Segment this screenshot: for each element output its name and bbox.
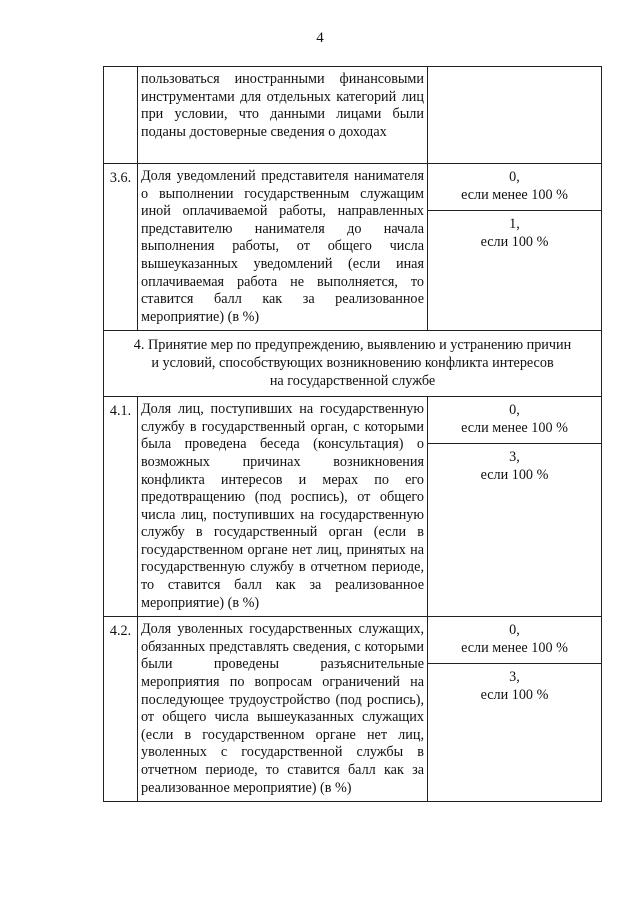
score-value: 0, (509, 402, 520, 419)
score-cell (428, 67, 602, 164)
table-row (104, 397, 602, 617)
score-condition: если менее 100 % (461, 419, 568, 436)
score-option (428, 164, 601, 210)
score-cell (428, 397, 602, 617)
item-description: Доля лиц, поступивших на государственную службу в государственный орган, с которыми была проведена беседа (консультация) о возможных причинах возникновения конфликта интересов и мерах по его предотвращению (под роспись), от общего числа лиц, поступивших на государственную службу в государственный орган (если в государственном органе нет лиц, принятых на государственную службу в отчетном периоде, то ставится балл как за реализованное мероприятие) (в %) (138, 397, 428, 617)
score-condition: если 100 % (480, 687, 549, 704)
item-description: Доля уволенных государственных служащих, обязанных представлять сведения, с которыми были проведены разъяснительные мероприятия по вопросам ограничений на последующее трудоустройство (под роспись), от общего числа вышеуказанных служащих (если в государственном органе нет лиц, уволенных с государственной службы в отчетном периоде, то ставится балл как за реализованное мероприятие) (в %) (138, 617, 428, 802)
score-option (428, 663, 601, 710)
item-number: 4.2. (104, 617, 138, 802)
section-title-line: на государственной службе (269, 372, 436, 389)
table-row (104, 617, 602, 802)
number-cell (104, 67, 138, 164)
section-title-line: и условий, способствующих возникновению конфликта интересов (151, 354, 554, 371)
criteria-table (103, 66, 602, 802)
table-row-continuation (104, 67, 602, 164)
item-description: Доля уведомлений представителя нанимателя о выполнении государственным служащим иной оплачиваемой работы, направленных представителю нанимателя до начала выполнения работы, от общего числа вышеуказанных уведомлений (если иная оплачиваемая работа не выполняется, то ставится балл как за реализованное мероприятие) (в %) (138, 164, 428, 331)
score-value: 3, (509, 669, 520, 686)
score-value: 0, (509, 622, 520, 639)
section-title-line: 4. Принятие мер по предупреждению, выявлению и устранению причин (133, 337, 572, 354)
table-row (104, 164, 602, 331)
score-cell (428, 617, 602, 802)
item-number: 4.1. (104, 397, 138, 617)
score-condition: если 100 % (480, 466, 549, 483)
score-condition: если менее 100 % (461, 186, 568, 203)
score-cell (428, 164, 602, 331)
score-option (428, 397, 601, 443)
item-number: 3.6. (104, 164, 138, 331)
score-option (428, 617, 601, 663)
score-value: 0, (509, 169, 520, 185)
section-title (104, 331, 602, 397)
score-option (428, 443, 601, 490)
score-value: 3, (509, 449, 520, 466)
score-option (428, 210, 601, 257)
section-header-row (104, 331, 602, 397)
score-condition: если менее 100 % (461, 639, 568, 656)
score-value: 1, (509, 216, 520, 233)
page-number: 4 (316, 30, 324, 46)
score-condition: если 100 % (480, 233, 549, 250)
description-cell: пользоваться иностранными финансовыми инструментами для отдельных категорий лиц при условии, что данными лицами были поданы достоверные сведения о доходах (138, 67, 428, 164)
